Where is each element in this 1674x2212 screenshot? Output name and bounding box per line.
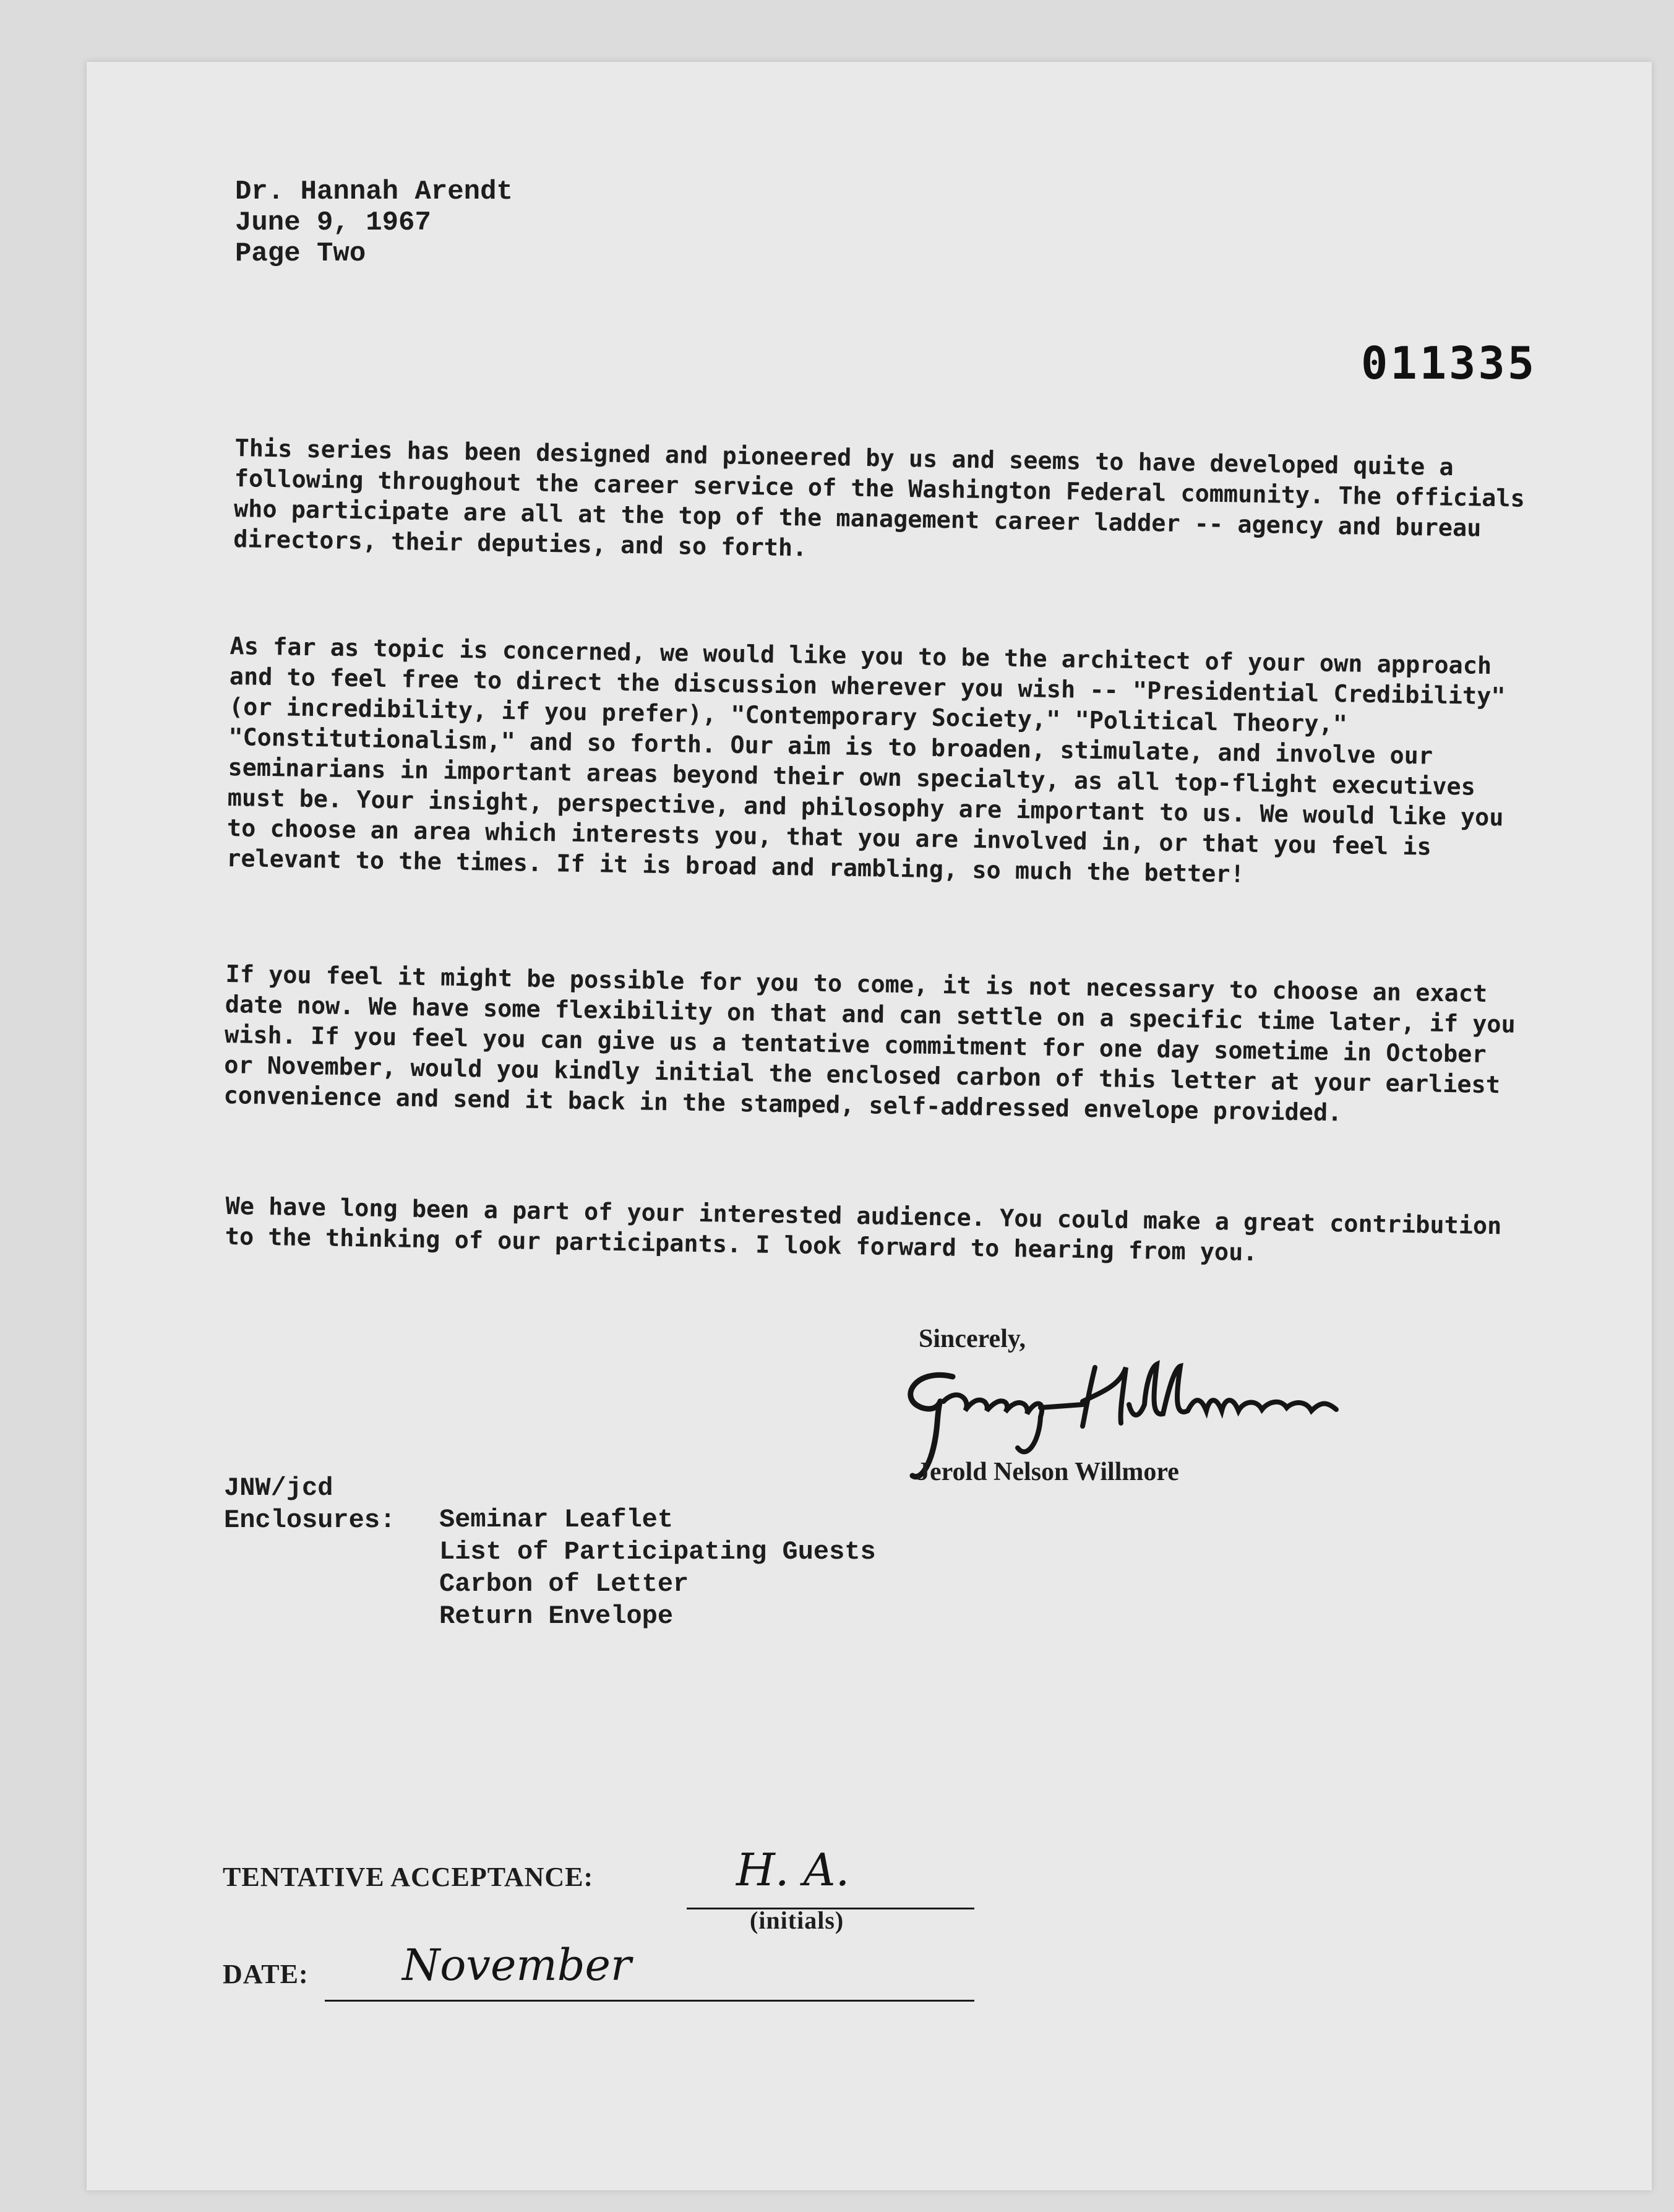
date-line: [325, 2000, 974, 2002]
tentative-acceptance-label: TENTATIVE ACCEPTANCE:: [223, 1862, 594, 1892]
date-handwritten: November: [402, 1940, 632, 1990]
initials-caption: (initials): [750, 1906, 844, 1934]
recipient-name: Dr. Hannah Arendt: [235, 176, 513, 207]
enclosure-item: Return Envelope: [439, 1601, 674, 1631]
body-paragraph-3: [223, 959, 1525, 1131]
paragraph-text: If you feel it might be possible for you to come, it is not necessary to choose an exact date now. We have some flexibility on that and can settle on a specific time later, if you wish. If you feel you can give us a tentative commitment for one day sometime in October or November, would you kindly initial the enclosed carbon of this letter at your earliest convenience and send it back in the stamped, self-addressed envelope provided.: [223, 960, 1516, 1127]
signer-name: Jerold Nelson Willmore: [917, 1458, 1179, 1486]
paragraph-text: We have long been a part of your interested audience. You could make a great contribution to the thinking of our participants. I look forward to hearing from you.: [225, 1192, 1502, 1267]
page-label: Page Two: [235, 238, 366, 269]
date-label: DATE:: [223, 1959, 309, 1989]
closing-salutation: Sincerely,: [919, 1325, 1026, 1353]
enclosure-item: Carbon of Letter: [439, 1569, 689, 1599]
paragraph-text: This series has been designed and pioneered by us and seems to have developed quite a following throughout the career service of the Washington Federal community. The officials who participate are all at the top of the management career ladder -- agency and bureau directors, their deputies, and so forth.: [233, 434, 1526, 562]
body-paragraph-2: [226, 631, 1529, 894]
enclosure-item: List of Participating Guests: [439, 1537, 876, 1567]
enclosure-item: Seminar Leaflet: [439, 1505, 674, 1534]
acceptance-initials-handwritten: H. A.: [736, 1844, 850, 1896]
enclosures-label: Enclosures:: [224, 1505, 396, 1535]
body-paragraph-1: [233, 433, 1534, 575]
paragraph-text: As far as topic is concerned, we would like you to be the architect of your own approach and to feel free to direct the discussion wherever you wish -- "Presidential Credibility" (or incredibility, if you prefer), "Contemporary Society," "Political Theory," "Constitutionalism," and so forth. Our aim is to broaden, stimulate, and involve our seminarians in important areas beyond their own specialty, as all top-flight executives must be. Your insight, perspective, and philosophy are important to us. We would like you to choose an area which interests you, that you are involved in, or that you feel is relevant to the times. If it is broad and rambling, so much the better!: [226, 632, 1506, 889]
reference-initials: JNW/jcd: [224, 1473, 333, 1503]
document-number-stamp: 011335: [1361, 337, 1537, 389]
letter-date: June 9, 1967: [235, 207, 431, 238]
